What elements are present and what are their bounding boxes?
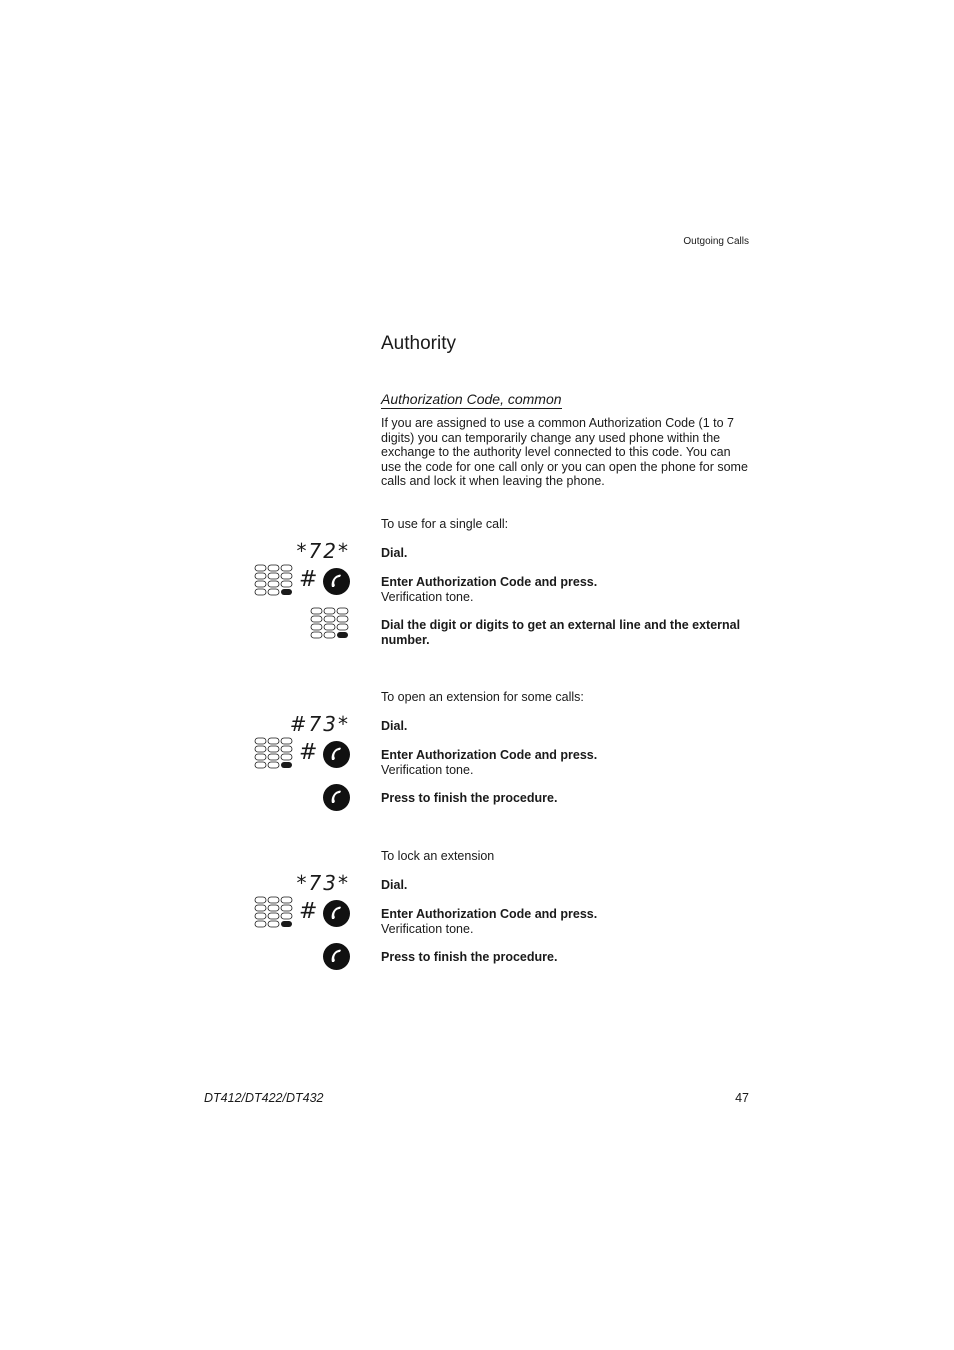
page-number: 47	[735, 1091, 749, 1105]
step-text: Press to finish the procedure.	[381, 791, 558, 805]
step-text: Dial.	[381, 719, 408, 733]
keypad-icon	[254, 737, 294, 771]
section-lead: To open an extension for some calls:	[381, 690, 584, 704]
section-subtitle: Authorization Code, common	[381, 391, 562, 407]
hash-key-icon: #	[299, 899, 318, 924]
step-text: Dial.	[381, 878, 408, 892]
section-lead: To lock an extension	[381, 849, 495, 863]
step-note: Verification tone.	[381, 762, 474, 777]
hash-key-icon: #	[299, 740, 318, 765]
step-note: Verification tone.	[381, 921, 474, 936]
step-text: Dial the digit or digits to get an external line and the external number.	[381, 618, 741, 647]
running-header: Outgoing Calls	[683, 236, 749, 247]
dial-code: *72*	[296, 539, 350, 563]
handset-icon	[323, 784, 350, 811]
dial-code: #73*	[289, 712, 350, 736]
footer-model: DT412/DT422/DT432	[204, 1091, 324, 1105]
page-title: Authority	[381, 333, 456, 354]
handset-icon	[323, 900, 350, 927]
step-block	[381, 575, 753, 604]
handset-icon	[323, 568, 350, 595]
step-text: Dial.	[381, 546, 408, 560]
keypad-icon	[254, 896, 294, 930]
hash-key-icon: #	[299, 567, 318, 592]
dial-code: *73*	[296, 871, 350, 895]
handset-icon	[323, 741, 350, 768]
handset-icon	[323, 943, 350, 970]
step-text: Enter Authorization Code and press.	[381, 575, 598, 589]
step-block	[381, 907, 753, 936]
step-text: Press to finish the procedure.	[381, 950, 558, 964]
keypad-icon	[254, 564, 294, 598]
section-lead: To use for a single call:	[381, 517, 509, 531]
step-text: Enter Authorization Code and press.	[381, 748, 598, 762]
step-note: Verification tone.	[381, 589, 474, 604]
step-block	[381, 748, 753, 777]
intro-paragraph: If you are assigned to use a common Authorization Code (1 to 7 digits) you can temporarily change any used phone within the exchange to the authority level connected to this code. You can use the code for one call only or you can open the phone for some calls and lock it when leaving the phone.	[381, 416, 748, 489]
keypad-icon	[310, 607, 350, 641]
step-text: Enter Authorization Code and press.	[381, 907, 598, 921]
